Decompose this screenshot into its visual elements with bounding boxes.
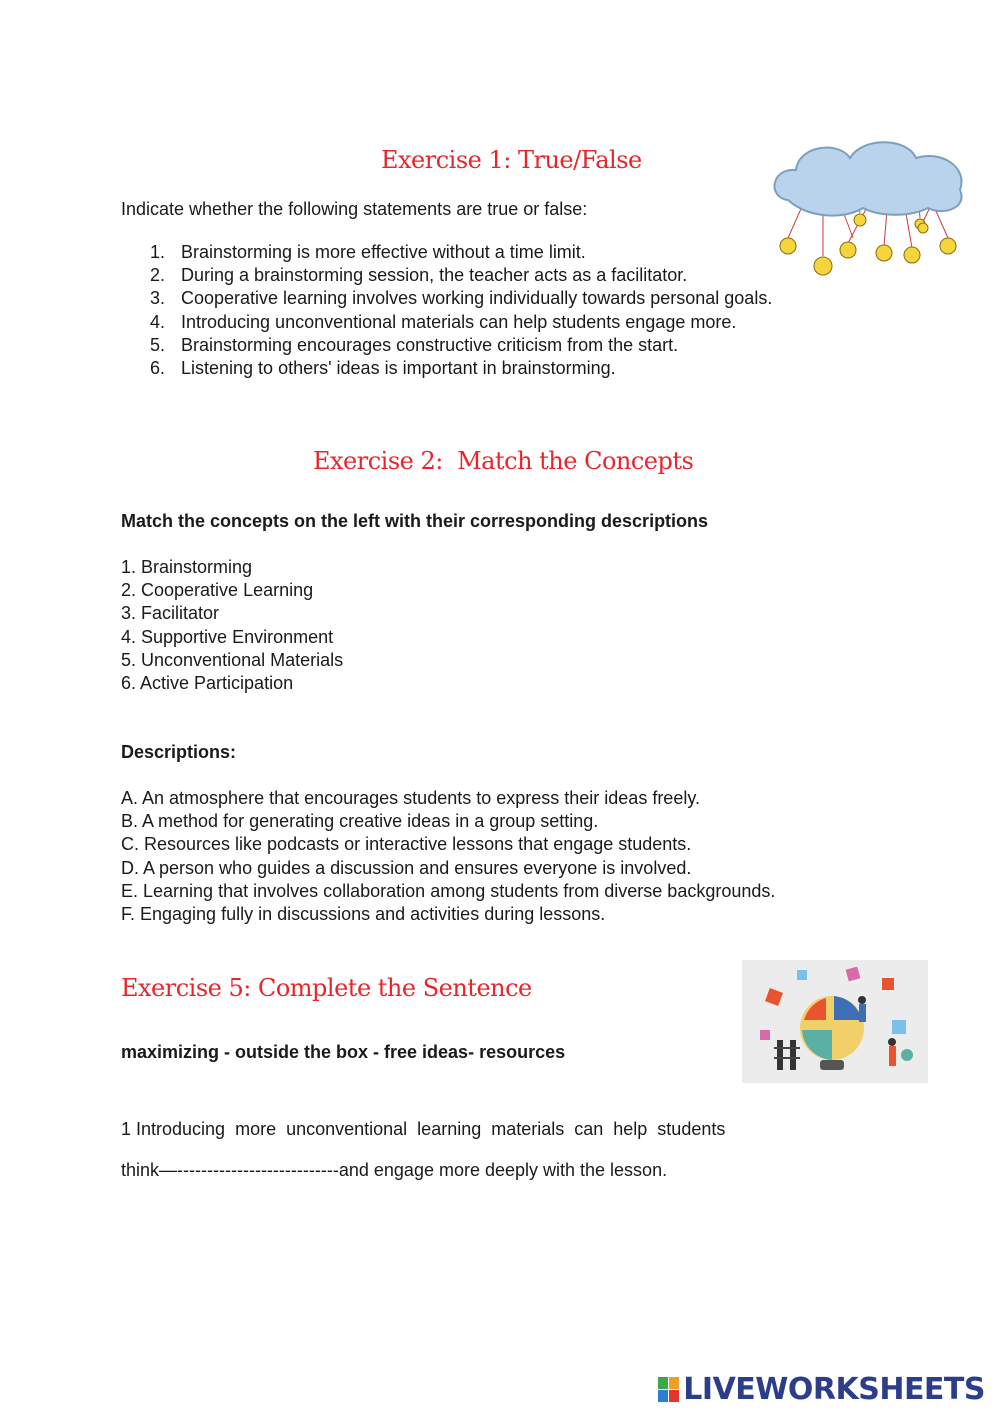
list-item: 2. During a brainstorming session, the teacher acts as a facilitator. xyxy=(150,265,688,286)
list-item: 3. Cooperative learning involves working individually towards personal goals. xyxy=(150,288,773,309)
list-item: 1. Brainstorming is more effective without a time limit. xyxy=(150,242,586,262)
list-item: F. Engaging fully in discussions and activities during lessons. xyxy=(121,903,606,924)
descriptions-label: Descriptions: xyxy=(121,742,237,762)
list-item: 5. Unconventional Materials xyxy=(121,649,344,670)
list-item: 4. Supportive Environment xyxy=(121,626,334,647)
list-item: 4. Introducing unconventional materials can help students engage more. xyxy=(150,311,737,332)
list-item: C. Resources like podcasts or interactive lessons that engage students. xyxy=(121,834,692,855)
list-item: 5. Brainstorming encourages constructive criticism from the start. xyxy=(150,334,679,355)
exercise-1-title: Exercise 1: True/False xyxy=(381,146,642,174)
list-item: 6. Active Participation xyxy=(121,672,294,693)
list-item: 2. Cooperative Learning xyxy=(121,580,314,601)
exercise-2-title: Exercise 2: Match the Concepts xyxy=(313,447,694,475)
word-bank: maximizing - outside the box - free ideas- resources xyxy=(121,1042,566,1062)
true-false-list xyxy=(150,241,772,380)
exercise-1-instruction: Indicate whether the following statements are true or false: xyxy=(121,199,588,219)
list-item: E. Learning that involves collaboration among students from diverse backgrounds. xyxy=(121,880,776,901)
exercise-2-instruction: Match the concepts on the left with their corresponding descriptions xyxy=(121,511,709,531)
cloud-lightbulbs-illustration xyxy=(768,138,970,284)
list-item: 1. Brainstorming xyxy=(121,557,253,577)
list-item: 3. Facilitator xyxy=(121,603,220,624)
list-item: A. An atmosphere that encourages students to express their ideas freely. xyxy=(121,788,700,808)
liveworksheets-logo-icon xyxy=(658,1377,680,1403)
list-item: D. A person who guides a discussion and ensures everyone is involved. xyxy=(121,857,692,878)
liveworksheets-logo xyxy=(658,1372,985,1407)
sentence-line-2: think—---------------------------and engage more deeply with the lesson. xyxy=(121,1160,668,1180)
teamwork-puzzle-illustration xyxy=(742,960,928,1083)
sentence-line-1: 1 Introducing more unconventional learning materials can help students xyxy=(121,1119,726,1139)
exercise-5-title: Exercise 5: Complete the Sentence xyxy=(121,974,532,1002)
list-item: B. A method for generating creative ideas in a group setting. xyxy=(121,811,599,832)
descriptions-list xyxy=(121,787,775,926)
list-item: 6. Listening to others' ideas is important in brainstorming. xyxy=(150,357,616,378)
logo-text: LIVEWORKSHEETS xyxy=(683,1372,985,1407)
concepts-list xyxy=(121,556,343,695)
